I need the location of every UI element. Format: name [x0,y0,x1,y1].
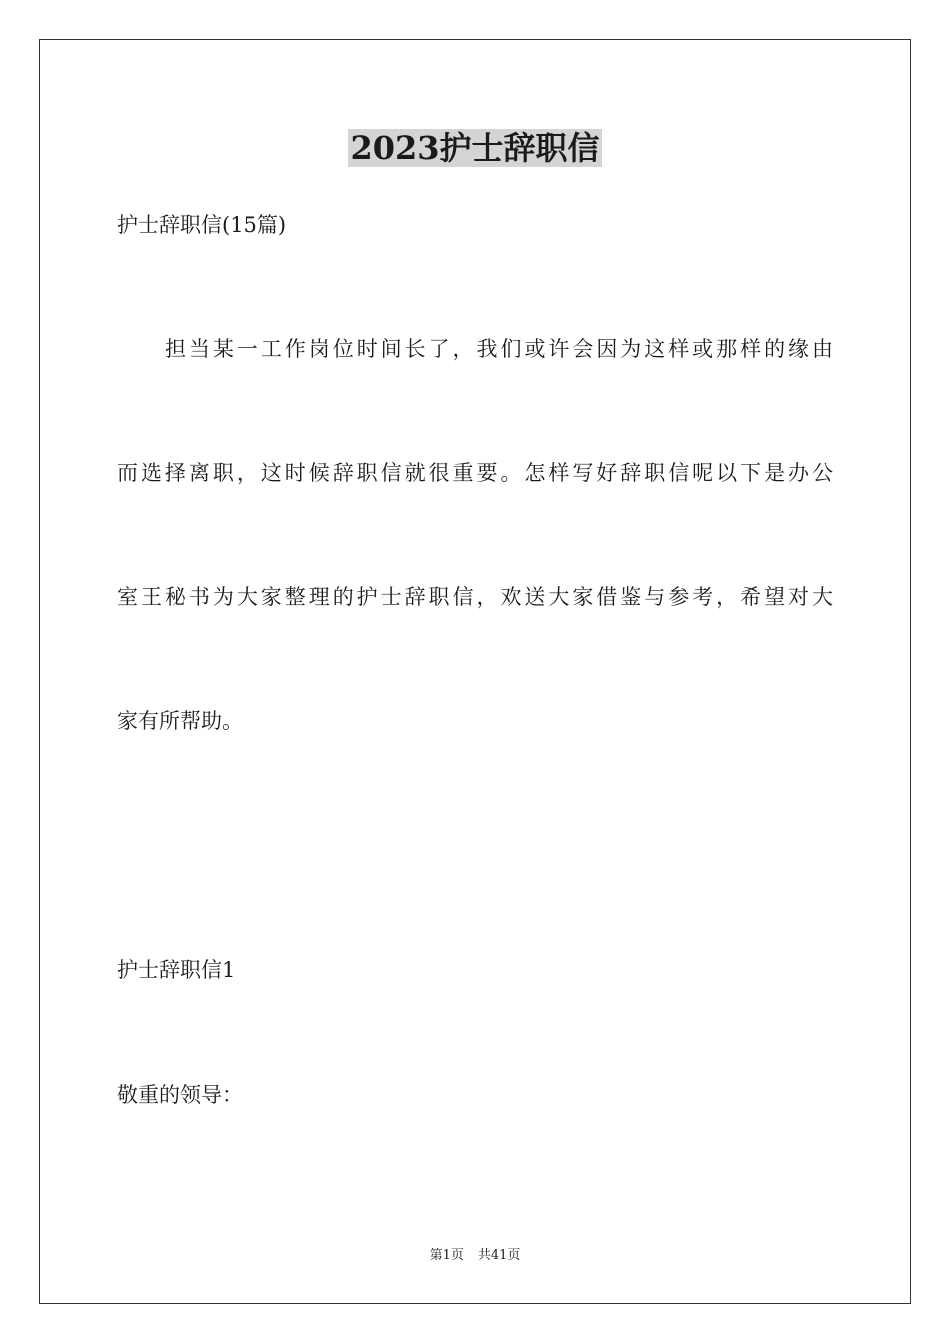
document-title [0,126,950,170]
footer-total-pages: 共41页 [477,1248,521,1263]
intro-line-2: 而选择离职，这时候辞职信就很重要。怎样写好辞职信呢以下是办公 [117,461,833,485]
intro-line-1: 担当某一工作岗位时间长了，我们或许会因为这样或那样的缘由 [165,337,833,361]
document-title-text: 2023护士辞职信 [350,129,600,167]
salutation: 敬重的领导： [117,1083,243,1107]
section-heading: 护士辞职信1 [117,958,236,982]
intro-line-4: 家有所帮助。 [117,709,243,733]
document-subtitle: 护士辞职信(15篇) [117,213,287,237]
intro-line-3: 室王秘书为大家整理的护士辞职信，欢送大家借鉴与参考，希望对大 [117,585,833,609]
page-footer [0,1247,950,1265]
footer-page-number: 第1页 [429,1248,464,1263]
